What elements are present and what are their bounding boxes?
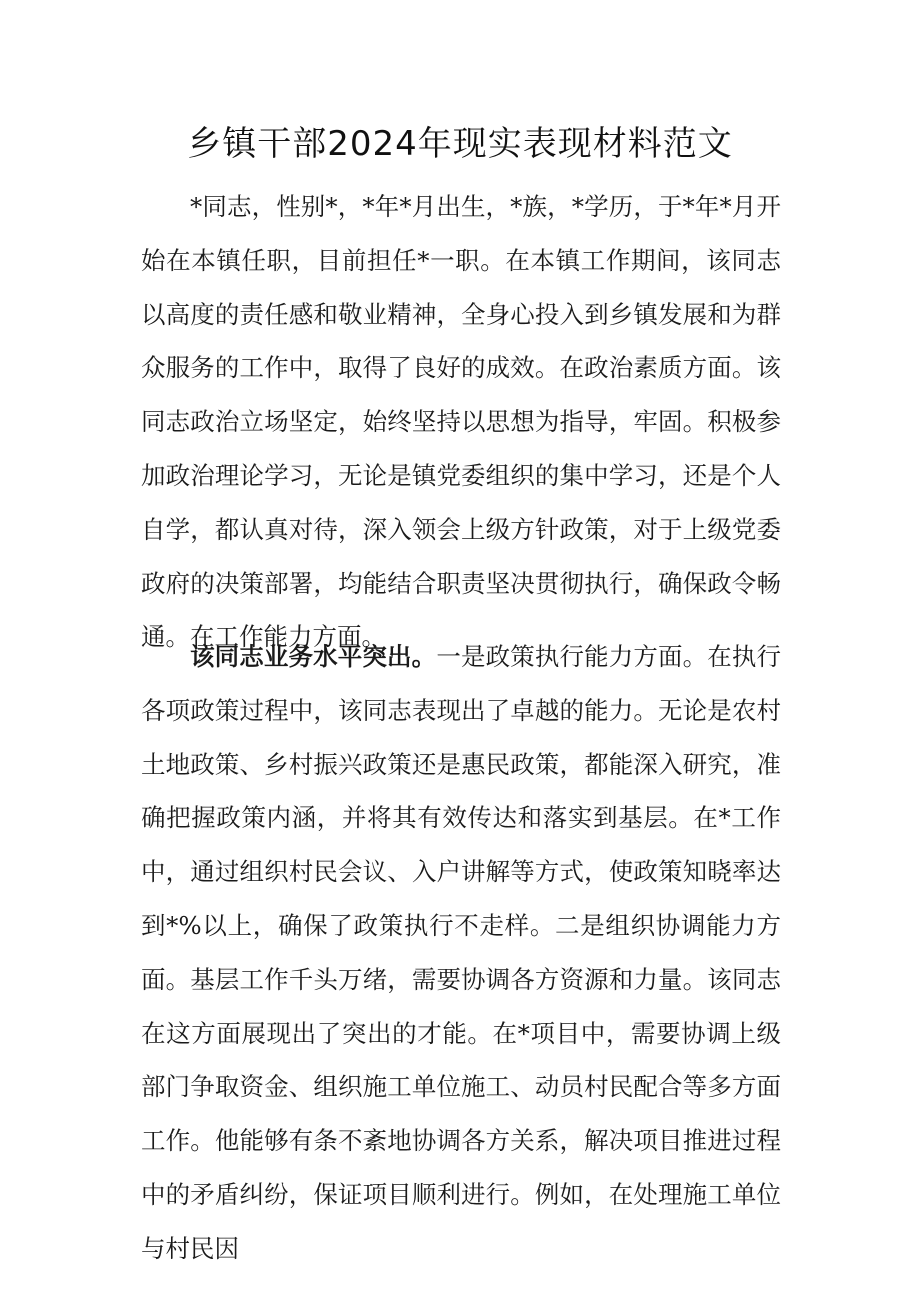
paragraph-1: *同志，性别*，*年*月出生，*族，*学历，于*年*月开始在本镇任职，目前担任*一职。在本镇工作期间，该同志以高度的责任感和敬业精神，全身心投入到乡镇发展和为群众服务的工作中，取得了良好的成效。在政治素质方面。该同志政治立场坚定，始终坚持以思想为指导，牢固。积极参加政治理论学习，无论是镇党委组织的集中学习，还是个人自学，都认真对待，深入领会上级方针政策，对于上级党委政府的决策部署，均能结合职责坚决贯彻执行，确保政令畅通。在工作能力方面。 [141,192,781,652]
paragraph-2-body: 一是政策执行能力方面。在执行各项政策过程中，该同志表现出了卓越的能力。无论是农村土地政策、乡村振兴政策还是惠民政策，都能深入研究，准确把握政策内涵，并将其有效传达和落实到基层。在*工作中，通过组织村民会议、入户讲解等方式，使政策知晓率达到*%以上，确保了政策执行不走样。二是组织协调能力方面。基层工作千头万绪，需要协调各方资源和力量。该同志在这方面展现出了突出的才能。在*项目中，需要协调上级部门争取资金、组织施工单位施工、动员村民配合等多方面工作。他能够有条不紊地协调各方关系，解决项目推进过程中的矛盾纠纷，保证项目顺利进行。例如，在处理施工单位与村民因 [141,642,782,1263]
document-title: 乡镇干部2024年现实表现材料范文 [187,124,733,164]
paragraph-2 [141,630,781,1276]
paragraph-2-lead: 该同志业务水平突出。 [190,642,437,671]
